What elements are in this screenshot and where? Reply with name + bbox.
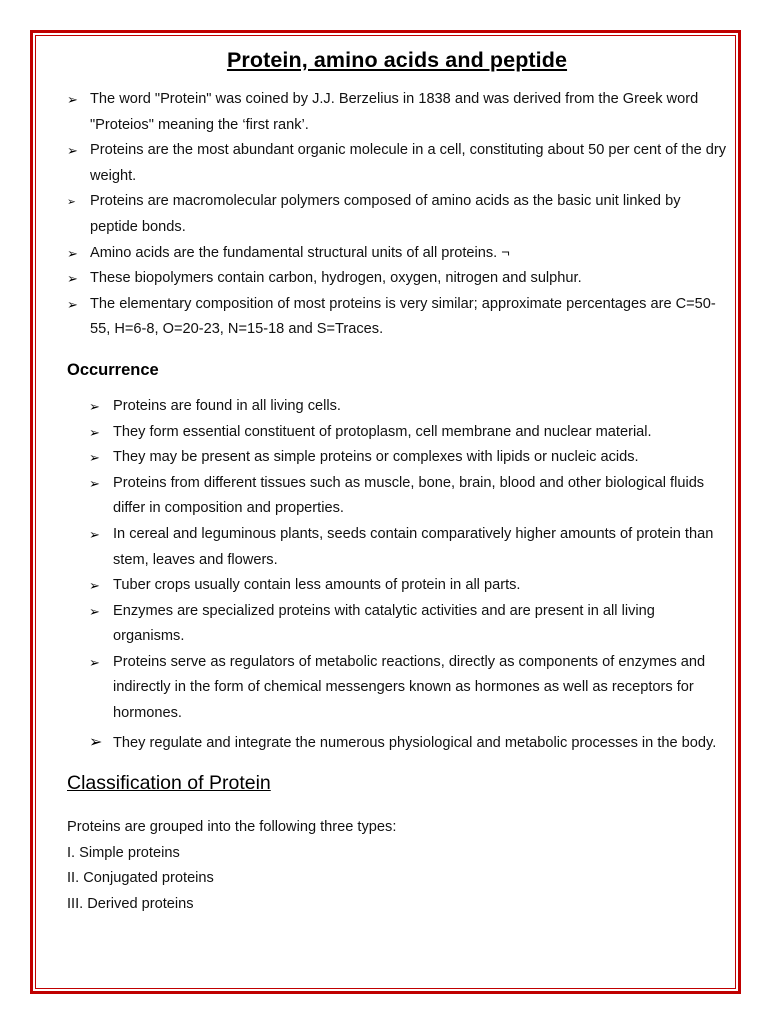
list-item-text: They regulate and integrate the numerous physiological and metabolic processes in the body.	[113, 734, 717, 751]
arrow-bullet-icon: ➢	[89, 450, 100, 466]
list-item	[67, 87, 727, 138]
arrow-bullet-icon: ➢	[67, 245, 78, 261]
list-item-text: They may be present as simple proteins or complexes with lipids or nucleic acids.	[113, 449, 639, 466]
classification-intro: Proteins are grouped into the following three types:	[67, 819, 397, 836]
arrow-bullet-icon: ➢	[89, 398, 100, 414]
arrow-bullet-icon: ➢	[89, 578, 100, 594]
list-item-text: Amino acids are the fundamental structural units of all proteins. ¬	[90, 244, 510, 261]
list-item-text: Enzymes are specialized proteins with catalytic activities and are present in all living organisms.	[113, 602, 655, 645]
arrow-bullet-icon: ➢	[89, 733, 103, 751]
arrow-bullet-icon: ➢	[89, 475, 100, 491]
list-item	[89, 471, 727, 522]
arrow-bullet-icon: ➢	[67, 143, 78, 159]
list-item	[67, 138, 727, 189]
classification-type: I. Simple proteins	[67, 844, 180, 861]
arrow-bullet-icon: ➢	[89, 603, 100, 619]
arrow-bullet-icon: ➢	[67, 296, 78, 312]
list-item-text: Proteins are found in all living cells.	[113, 397, 341, 414]
arrow-bullet-icon: ➢	[89, 654, 100, 670]
classification-type: III. Derived proteins	[67, 896, 194, 913]
list-item	[67, 266, 727, 292]
arrow-bullet-icon: ➢	[67, 196, 76, 209]
classification-heading: Classification of Protein	[67, 772, 271, 795]
arrow-bullet-icon: ➢	[67, 271, 78, 287]
list-item-text: Proteins are macromolecular polymers composed of amino acids as the basic unit linked by peptide bonds.	[90, 193, 681, 235]
list-item-text: Tuber crops usually contain less amounts of protein in all parts.	[113, 577, 521, 594]
list-item-text: These biopolymers contain carbon, hydrogen, oxygen, nitrogen and sulphur.	[90, 270, 582, 287]
list-item	[89, 445, 727, 471]
list-item-text: They form essential constituent of protoplasm, cell membrane and nuclear material.	[113, 423, 652, 440]
arrow-bullet-icon: ➢	[67, 92, 78, 107]
arrow-bullet-icon: ➢	[89, 526, 100, 542]
list-item	[89, 731, 727, 757]
page-title: Protein, amino acids and peptide	[226, 48, 568, 72]
list-item-text: In cereal and leguminous plants, seeds contain comparatively higher amounts of protein than stem, leaves and flowers.	[113, 525, 714, 568]
list-item	[89, 599, 727, 650]
classification-type: II. Conjugated proteins	[67, 870, 214, 887]
list-item	[67, 241, 727, 267]
list-item-text: The word "Protein" was coined by J.J. Berzelius in 1838 and was derived from the Greek word "Proteios" meaning the ‘first rank’.	[90, 91, 699, 133]
list-item	[67, 189, 727, 240]
occurrence-heading: Occurrence	[67, 360, 159, 379]
list-item	[89, 650, 727, 727]
list-item	[89, 394, 727, 420]
list-item	[89, 522, 727, 573]
list-item	[89, 573, 727, 599]
document-page	[67, 48, 727, 918]
list-item	[89, 420, 727, 446]
list-item-text: Proteins from different tissues such as muscle, bone, brain, blood and other biological fluids differ in composition and properties.	[113, 474, 705, 517]
occurrence-list	[67, 394, 727, 756]
arrow-bullet-icon: ➢	[89, 424, 100, 440]
intro-list	[67, 87, 727, 343]
list-item	[67, 292, 727, 343]
list-item-text: Proteins serve as regulators of metabolic reactions, directly as components of enzymes and indirectly in the form of chemical messengers known as hormones as well as receptors for hormones.	[113, 653, 706, 722]
list-item-text: The elementary composition of most proteins is very similar; approximate percentages are C=50-55, H=6-8, O=20-23, N=15-18 and S=Traces.	[90, 295, 716, 338]
list-item-text: Proteins are the most abundant organic molecule in a cell, constituting about 50 per cent of the dry weight.	[90, 142, 727, 184]
